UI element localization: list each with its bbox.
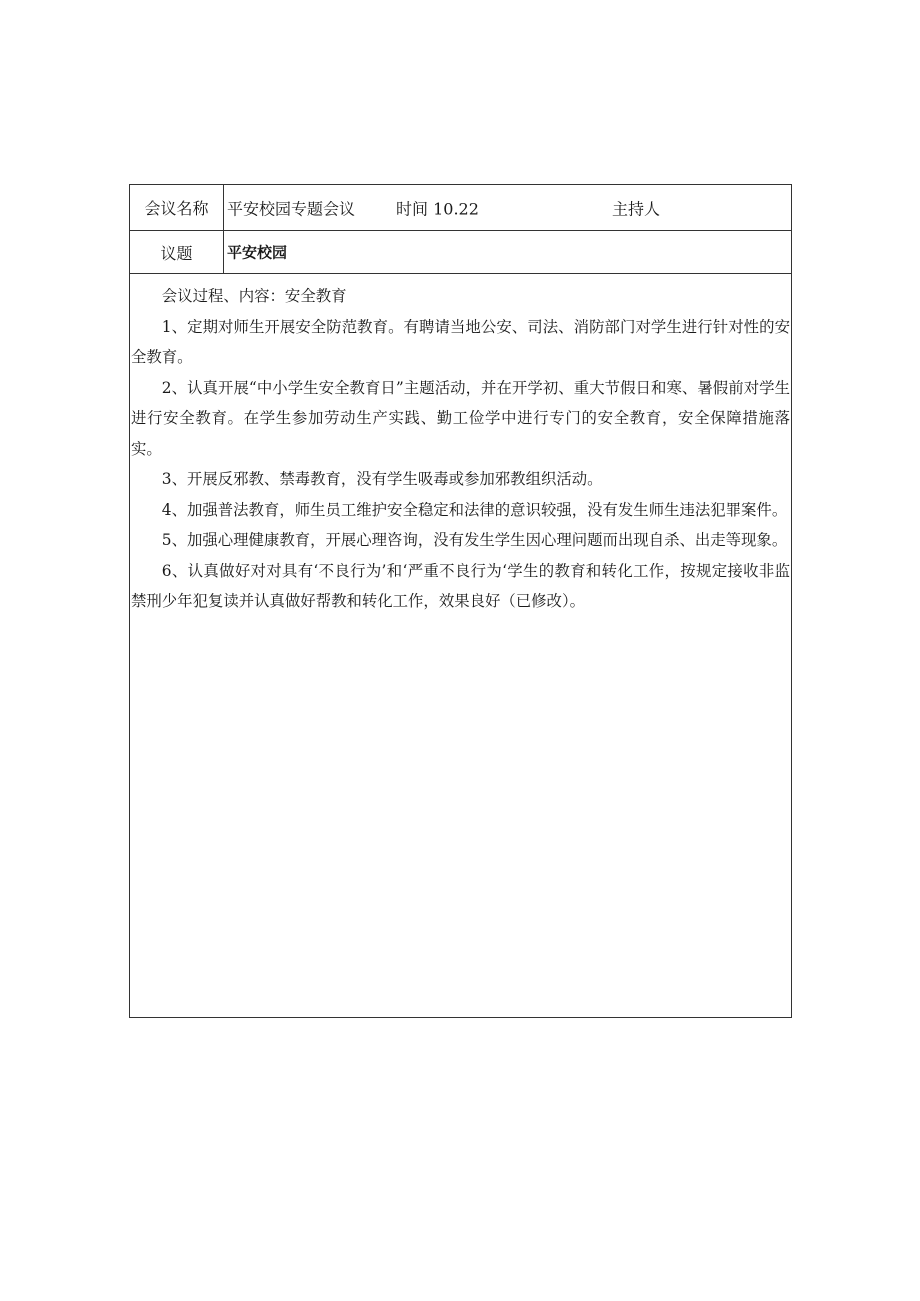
content-heading: 会议过程、内容：安全教育 [161,287,347,305]
content-item-6: 6、认真做好对对具有‘不良行为’和‘严重不良行为‘学生的教育和转化工作，按规定接收非监禁刑少年犯复读并认真做好帮教和转化工作，效果良好（已修改）。 [131,561,790,610]
content-item-2: 2、认真开展“中小学生安全教育日”主题活动，并在开学初、重大节假日和寒、暑假前对学生进行安全教育。在学生参加劳动生产实践、勤工俭学中进行专门的安全教育，安全保障措施落实。 [131,378,790,458]
content-item-1: 1、定期对师生开展安全防范教育。有聘请当地公安、司法、消防部门对学生进行针对性的安全教育。 [131,317,790,366]
topic-row [130,231,791,274]
meeting-time: 时间 10.22 [396,199,479,218]
topic-cell [224,231,791,273]
meeting-info-row [130,185,791,231]
meeting-record-table [129,184,792,1018]
topic-value: 平安校园 [227,243,288,262]
meeting-name-value: 平安校园专题会议 [227,199,356,218]
meeting-host-label: 主持人 [612,199,661,218]
meeting-info-cell [224,185,791,230]
content-item-3: 3、开展反邪教、禁毒教育，没有学生吸毒或参加邪教组织活动。 [161,470,603,488]
meeting-name-label: 会议名称 [130,185,224,230]
topic-label: 议题 [130,231,224,273]
content-item-4: 4、加强普法教育，师生员工维护安全稳定和法律的意识较强，没有发生师生违法犯罪案件。 [161,500,788,519]
content-item-5: 5、加强心理健康教育，开展心理咨询，没有发生学生因心理问题而出现自杀、出走等现象。 [161,531,788,549]
meeting-content-cell [130,274,791,1017]
